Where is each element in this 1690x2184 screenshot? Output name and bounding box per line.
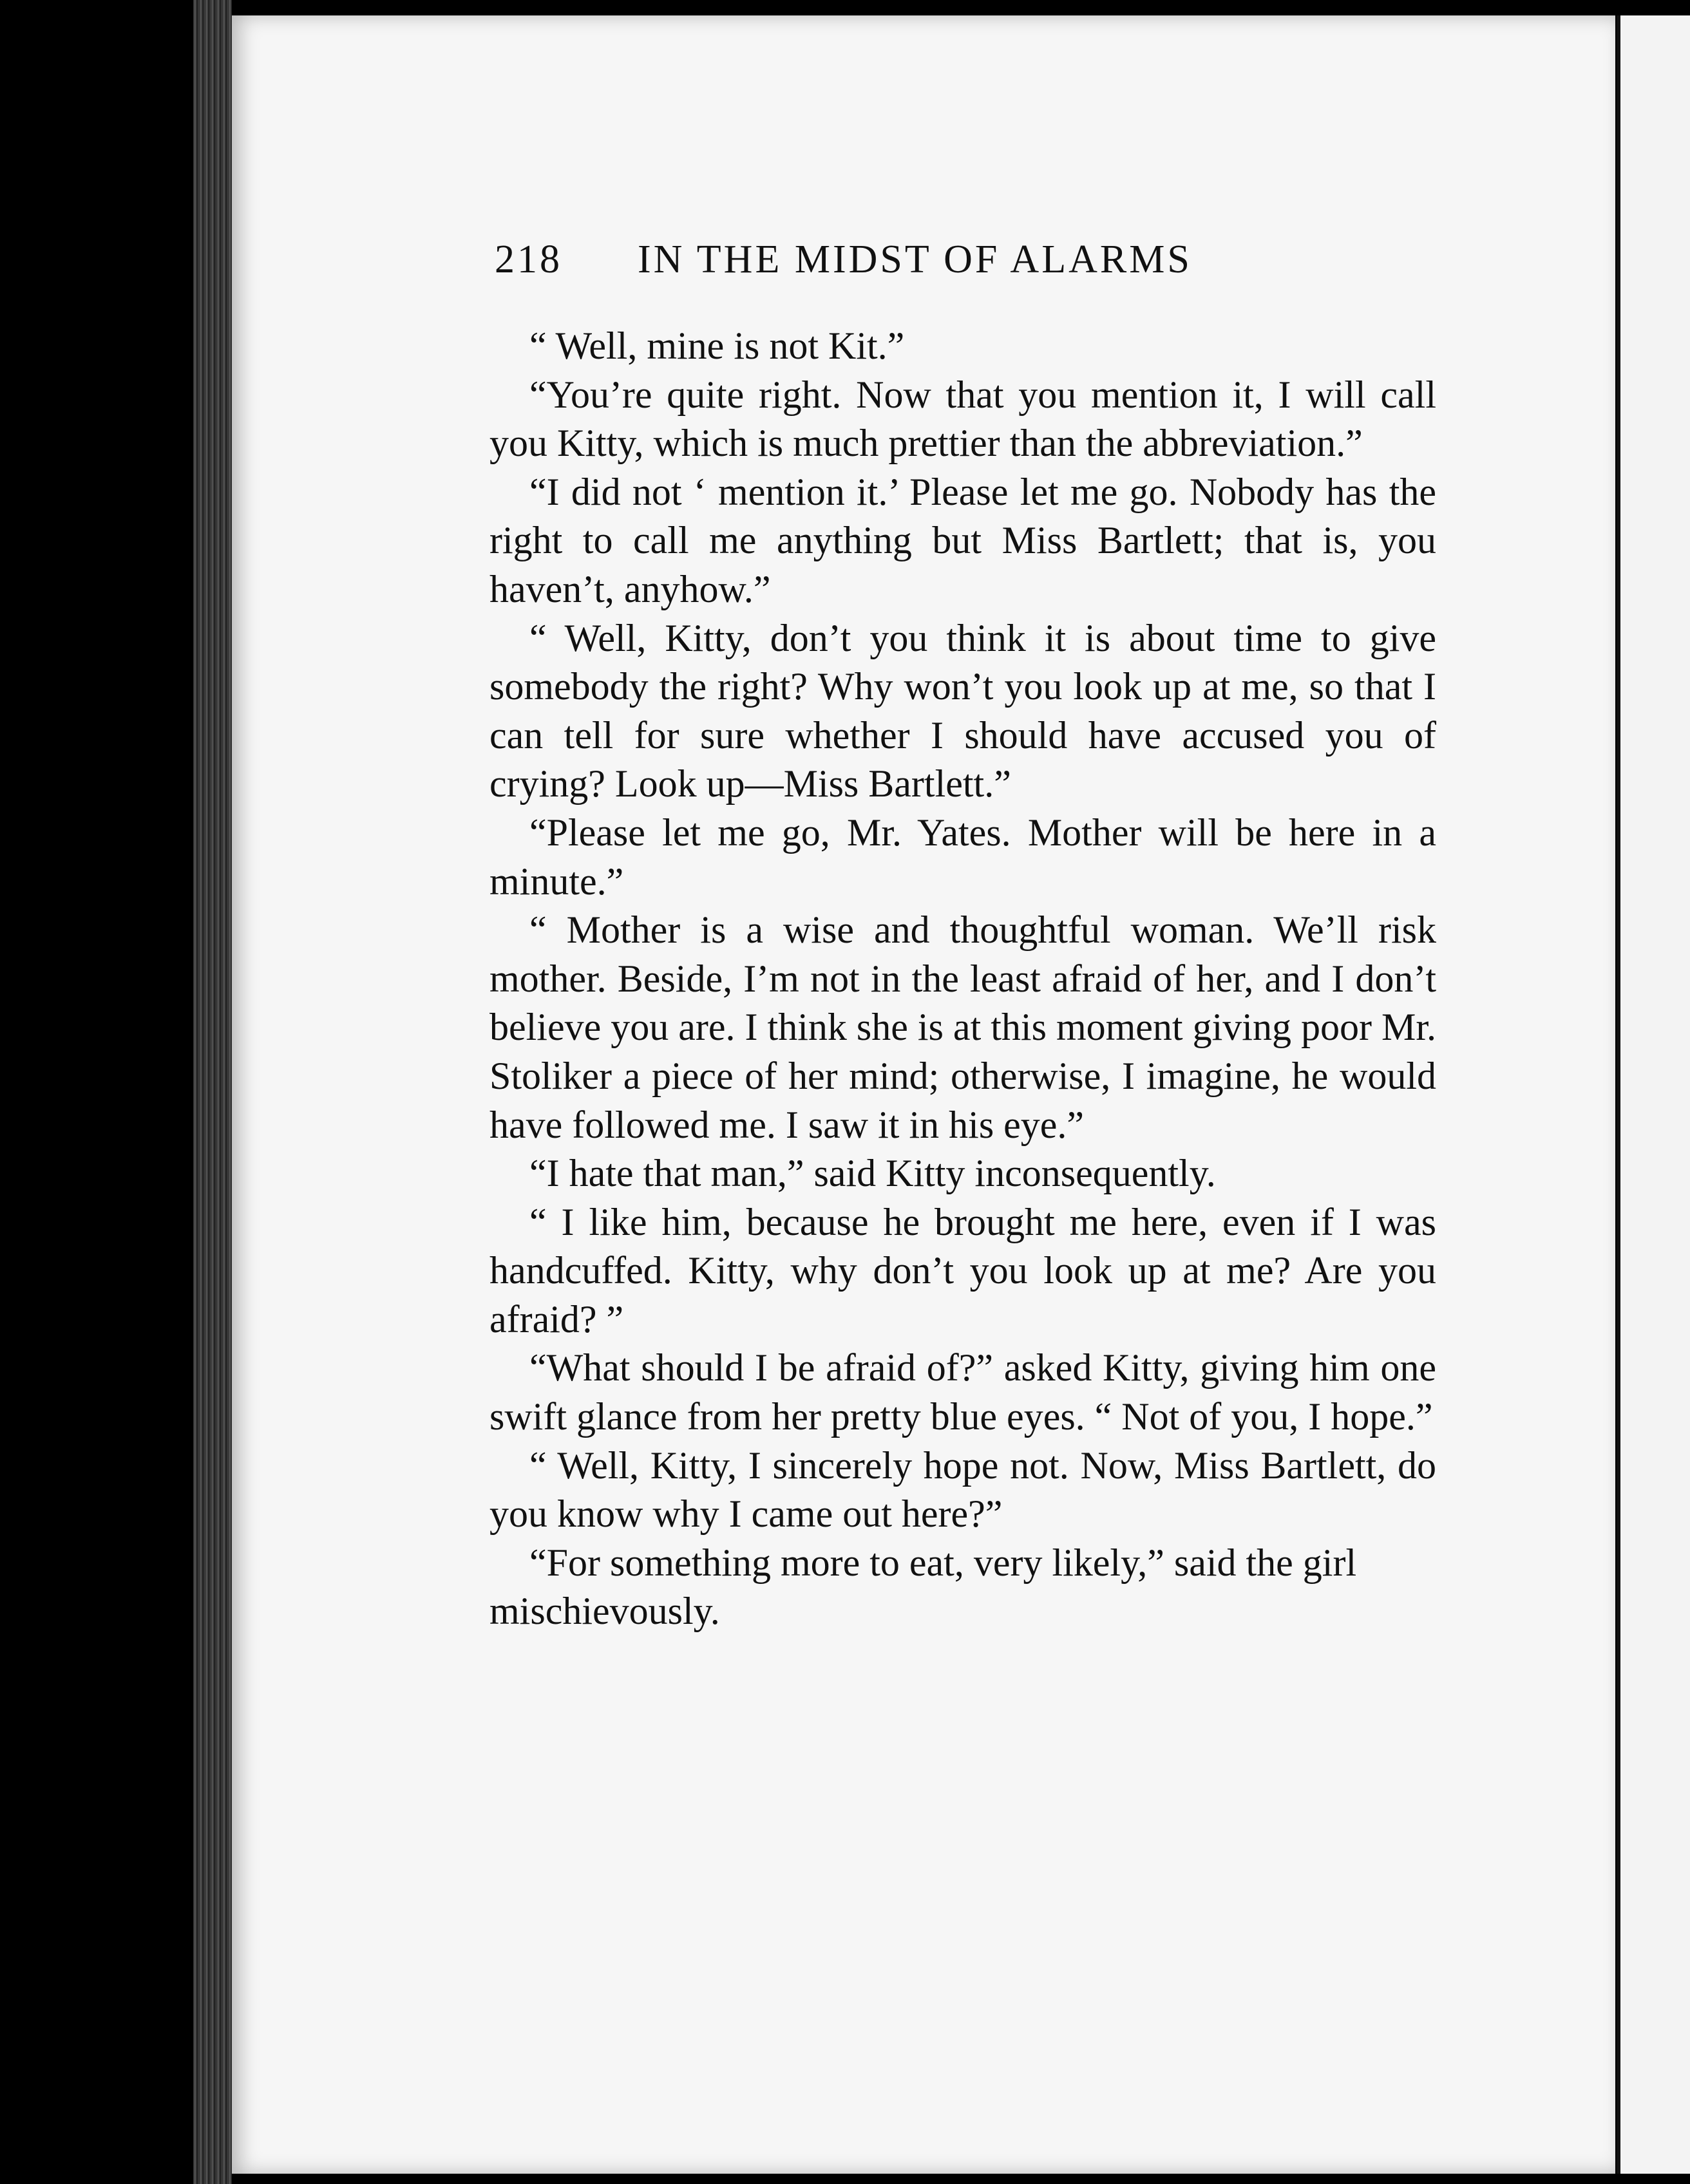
paragraph: “I hate that man,” said Kitty inconsequently. <box>529 1152 1216 1195</box>
facing-page-edge <box>1617 15 1690 2174</box>
book-binding-edge <box>193 0 232 2184</box>
paragraph: “ I like him, because he brought me here, even if I was handcuffed. Kitty, why don’t you look up at me? Are you afraid? ” <box>489 1200 1436 1341</box>
running-head <box>495 237 1287 308</box>
paragraph: “I did not ‘ mention it.’ Please let me go. Nobody has the right to call me anything but Miss Bartlett; that is, you haven’t, anyhow.” <box>489 470 1436 610</box>
paragraph: “For something more to eat, very likely,” said the girl mischievously. <box>489 1541 1357 1633</box>
paragraph: “ Well, Kitty, I sincerely hope not. Now, Miss Bartlett, do you know why I came out here?” <box>489 1444 1436 1536</box>
paragraph: “You’re quite right. Now that you mention it, I will call you Kitty, which is much prettier than the abbreviation.” <box>489 373 1436 465</box>
paragraph: “What should I be afraid of?” asked Kitty, giving him one swift glance from her pretty blue eyes. “ Not of you, I hope.” <box>489 1346 1436 1438</box>
paragraph: “Please let me go, Mr. Yates. Mother will be here in a minute.” <box>489 811 1436 903</box>
paragraph: “ Well, mine is not Kit.” <box>529 325 905 367</box>
body-text <box>489 322 1436 1636</box>
book-title: IN THE MIDST OF ALARMS <box>638 238 1192 281</box>
page-number: 218 <box>495 238 562 281</box>
paragraph: “ Mother is a wise and thoughtful woman. We’ll risk mother. Beside, I’m not in the least afraid of her, and I don’t believe you are. I think she is at this moment giving poor Mr. Stoliker a piece of her mind; otherwise, I imagine, he would have followed me. I saw it in his eye.” <box>489 908 1436 1146</box>
paragraph: “ Well, Kitty, don’t you think it is about time to give somebody the right? Why won’t you look up at me, so that I can tell for sure whether I should have accused you of crying? Look up—Miss Bartlett.” <box>489 616 1436 805</box>
